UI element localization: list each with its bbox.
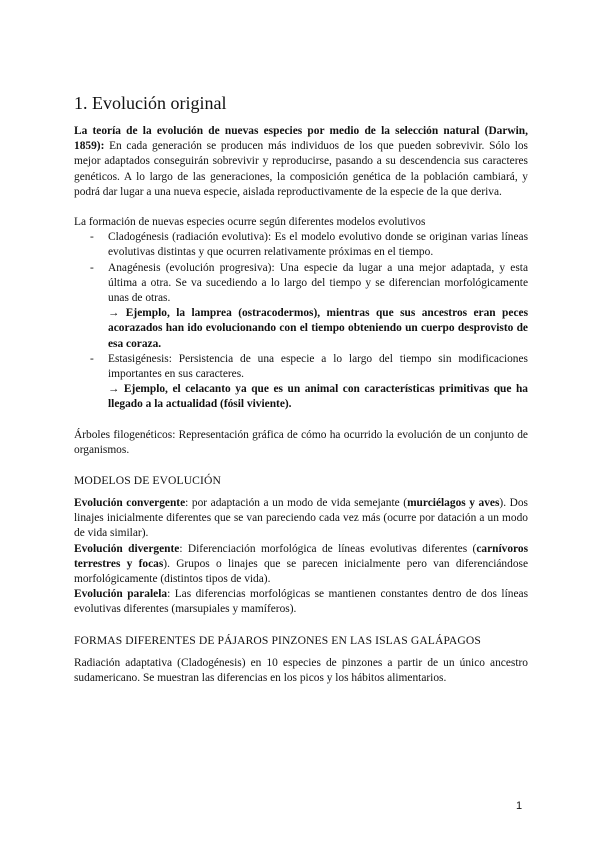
- example-celacanto: → Ejemplo, el celacanto ya que es un animal con características primitivas que ha llegado a la actualidad (fósil viviente).: [108, 383, 528, 411]
- convergente-label: Evolución convergente: [74, 497, 186, 510]
- intro-paragraph: [74, 124, 528, 200]
- paralela-text: : Las diferencias morfológicas se mantienen constantes dentro de dos líneas evolutivas diferentes (marsupiales y mamíferos).: [74, 588, 529, 616]
- convergente-paragraph: [74, 496, 528, 542]
- models-heading: MODELOS DE EVOLUCIÓN: [74, 474, 221, 488]
- model-cladogenesis: - Cladogénesis (radiación evolutiva): Es el modelo evolutivo donde se originan varias líneas evolutivas distintas y que ocurren relativamente próximas en el tiempo.: [74, 230, 528, 260]
- intro-bold: La teoría de la evolución de nuevas especies por medio de la selección natural (Darwin, 1859):: [74, 125, 528, 153]
- paralela-paragraph: [74, 587, 528, 617]
- trees-paragraph: Árboles filogenéticos: Representación gráfica de cómo ha ocurrido la evolución de un conjunto de organismos.: [74, 428, 528, 456]
- divergente-text1: : Diferenciación morfológica de líneas evolutivas diferentes (: [179, 542, 477, 555]
- divergente-bold: carnívoros terrestres y focas: [74, 542, 529, 570]
- paralela-label: Evolución paralela: [74, 588, 168, 601]
- page-title: 1. Evolución original: [74, 93, 227, 113]
- model-anagenesis: - Anagénesis (evolución progresiva): Una especie da lugar a una mejor adaptada, y esta última a otra. Se va sucediendo a lo largo del tiempo y se diferencian morfológicamente unas de otras.: [74, 261, 528, 307]
- convergente-text2: ). Dos linajes inicialmente diferentes que se van pareciendo cada vez más (ocurre por datación a un modo de vida similar).: [74, 497, 528, 540]
- models-list-continued: [74, 352, 528, 382]
- divergente-label: Evolución divergente: [74, 542, 180, 555]
- models-intro: La formación de nuevas especies ocurre según diferentes modelos evolutivos: [74, 216, 426, 229]
- example-lamprea: → Ejemplo, la lamprea (ostracodermos), mientras que sus ancestros eran peces acorazados han ido evolucionando con el tiempo obteniendo un cuerpo desprovisto de esa coraza.: [108, 307, 528, 350]
- finches-paragraph: Radiación adaptativa (Cladogénesis) en 10 especies de pinzones a partir de un único ancestro sudamericano. Se muestran las diferencias en los picos y los hábitos alimentarios.: [74, 656, 528, 684]
- document-page: [74, 92, 528, 686]
- convergente-text1: : por adaptación a un modo de vida semejante (: [185, 497, 408, 510]
- finches-heading: FORMAS DIFERENTES DE PÁJAROS PINZONES EN LAS ISLAS GALÁPAGOS: [74, 633, 481, 647]
- models-list: [74, 230, 528, 306]
- page-number: 1: [516, 800, 523, 812]
- divergente-text2: ). Grupos o linajes que se parecen inicialmente pero van diferenciándose morfológicamente (distintos tipos de vida).: [74, 557, 528, 586]
- divergente-paragraph: [74, 542, 528, 588]
- model-estasigenesis: - Estasigénesis: Persistencia de una especie a lo largo del tiempo sin modificaciones importantes en sus caracteres.: [74, 352, 528, 382]
- convergente-bold: murciélagos y aves: [407, 497, 500, 510]
- intro-text: En cada generación se producen más individuos de los que pueden sobrevivir. Sólo los mejor adaptados conseguirán sobrevivir y reproducirse, pasando a su descendencia sus caracteres genéticos. A lo largo de las generaciones, la composición genética de la población cambiará, y podrá dar lugar a una nueva especie, aislada reproductivamente de la especie de la que deriva.: [74, 140, 528, 198]
